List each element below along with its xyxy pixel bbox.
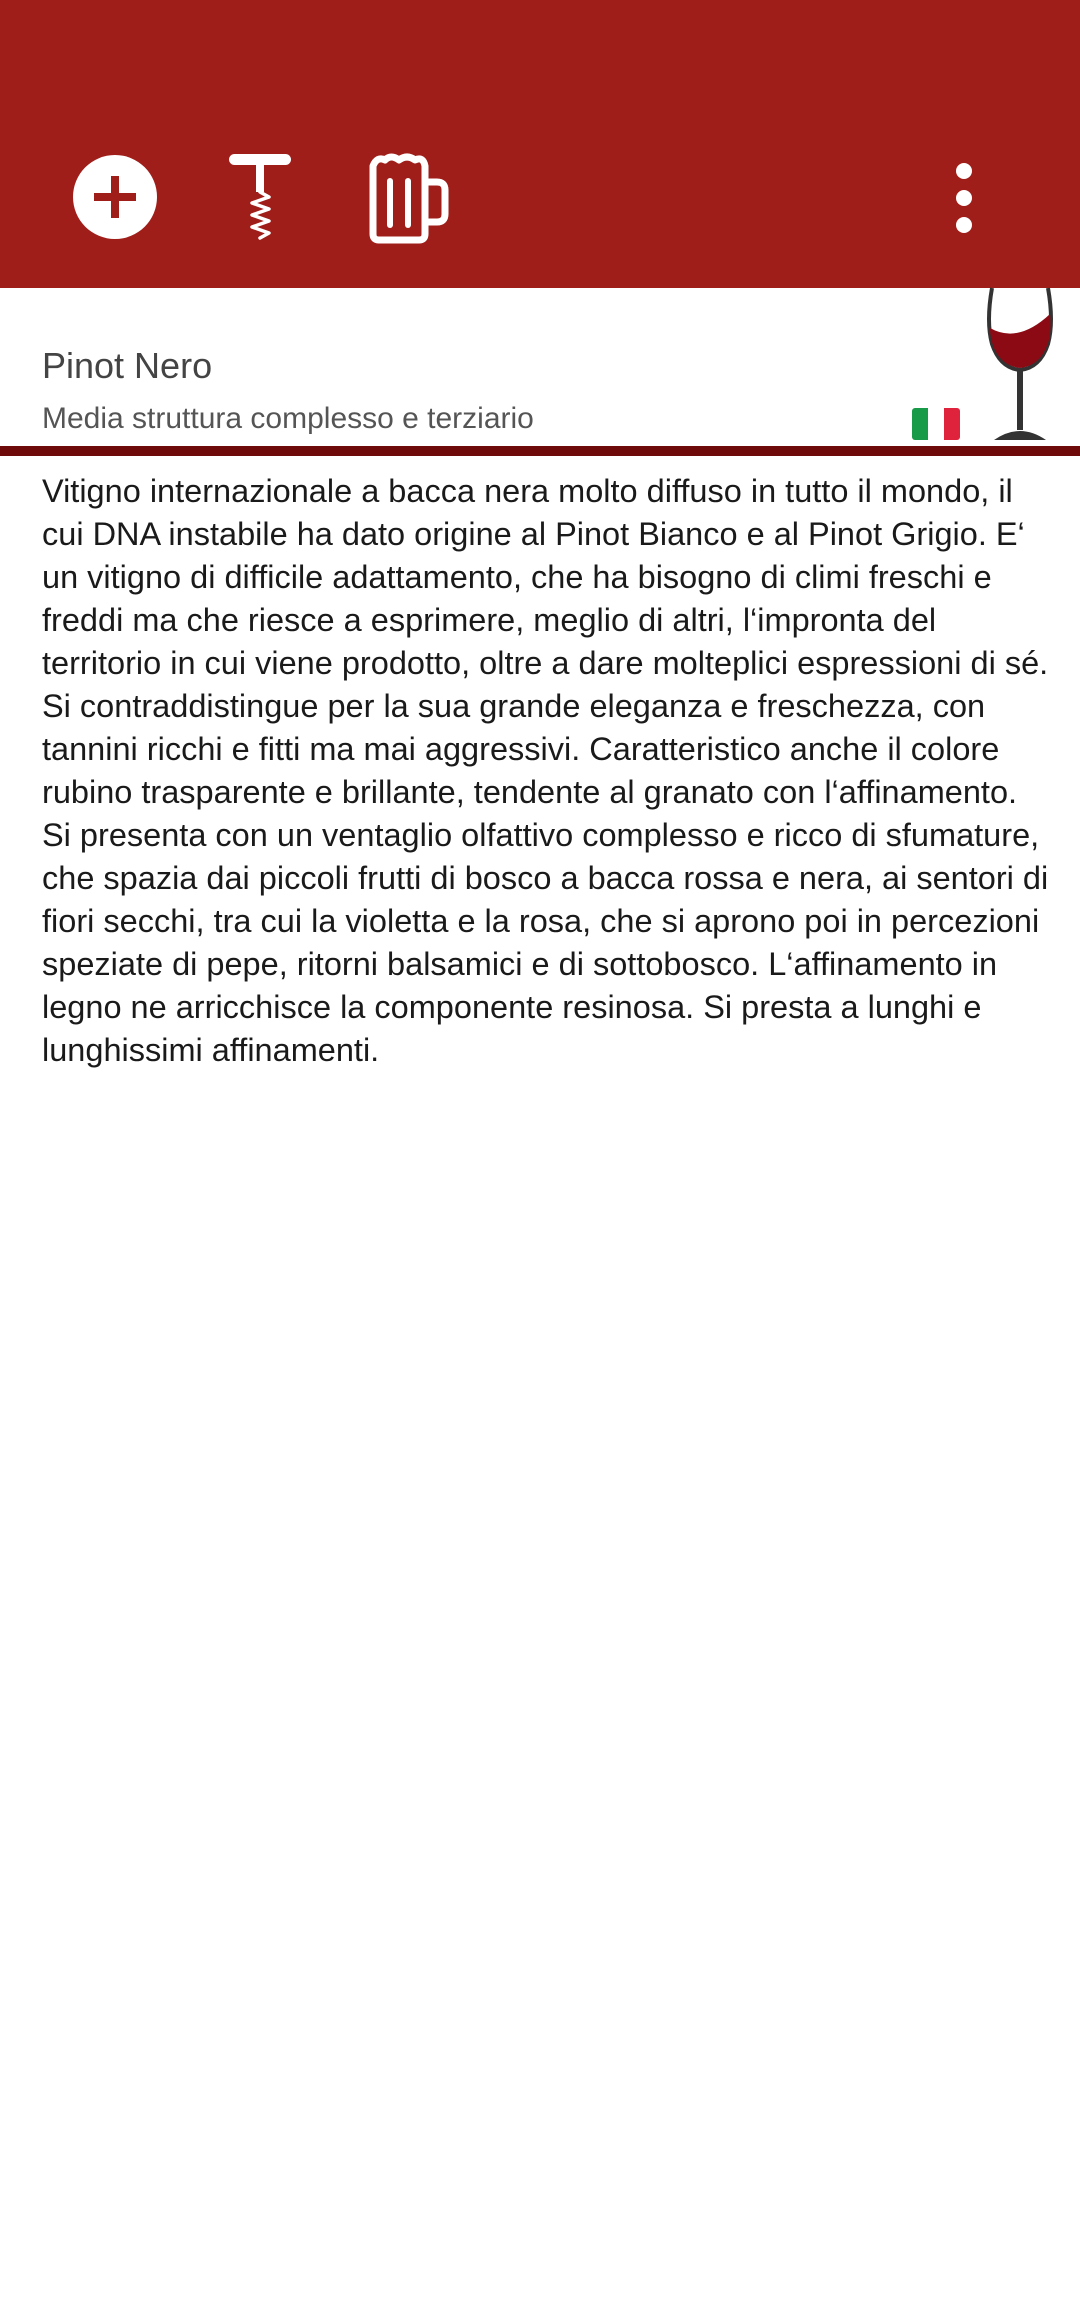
beer-mug-icon [367,152,451,244]
wine-name: Pinot Nero [42,345,213,386]
italy-flag-icon [912,408,960,440]
add-button[interactable] [70,152,160,242]
wine-subtitle: Media struttura complesso e terziario [42,402,534,435]
more-options-button[interactable] [930,150,998,246]
plus-circle-icon [72,154,158,240]
wine-header [0,288,1080,448]
app-toolbar [0,0,1080,288]
wine-description: Vitigno internazionale a bacca nera molto diffuso in tutto il mondo, il cui DNA instabile ha dato origine al Pinot Bianco e al Pinot Grigio. E‘ un vitigno di difficile adattamento, che ha bisogno di climi freschi e freddi ma che riesce a esprimere, meglio di altri, l‘impronta del territorio in cui viene prodotto, oltre a dare molteplici espressioni di sé. Si contraddistingue per la sua grande eleganza e freschezza, con tannini ricchi e fitti ma mai aggressivi. Caratteristico anche il colore rubino trasparente e brillante, tendente al granato con l‘affinamento. Si presenta con un ventaglio olfattivo complesso e ricco di sfumature, che spazia dai piccoli frutti di bosco a bacca rossa e nera, ai sentori di fiori secchi, tra cui la violetta e la rosa, che si aprono poi in percezioni speziate di pepe, ritorni balsamici e di sottobosco. L‘affinamento in legno ne arricchisce la componente resinosa. Si presta a lunghi e lunghissimi affinamenti. [42,473,1049,1068]
wine-glass-icon [984,282,1056,448]
vertical-dots-icon [954,163,974,233]
corkscrew-button[interactable] [220,148,300,248]
beer-button[interactable] [364,150,454,246]
header-divider [0,446,1080,456]
corkscrew-icon [225,150,295,246]
